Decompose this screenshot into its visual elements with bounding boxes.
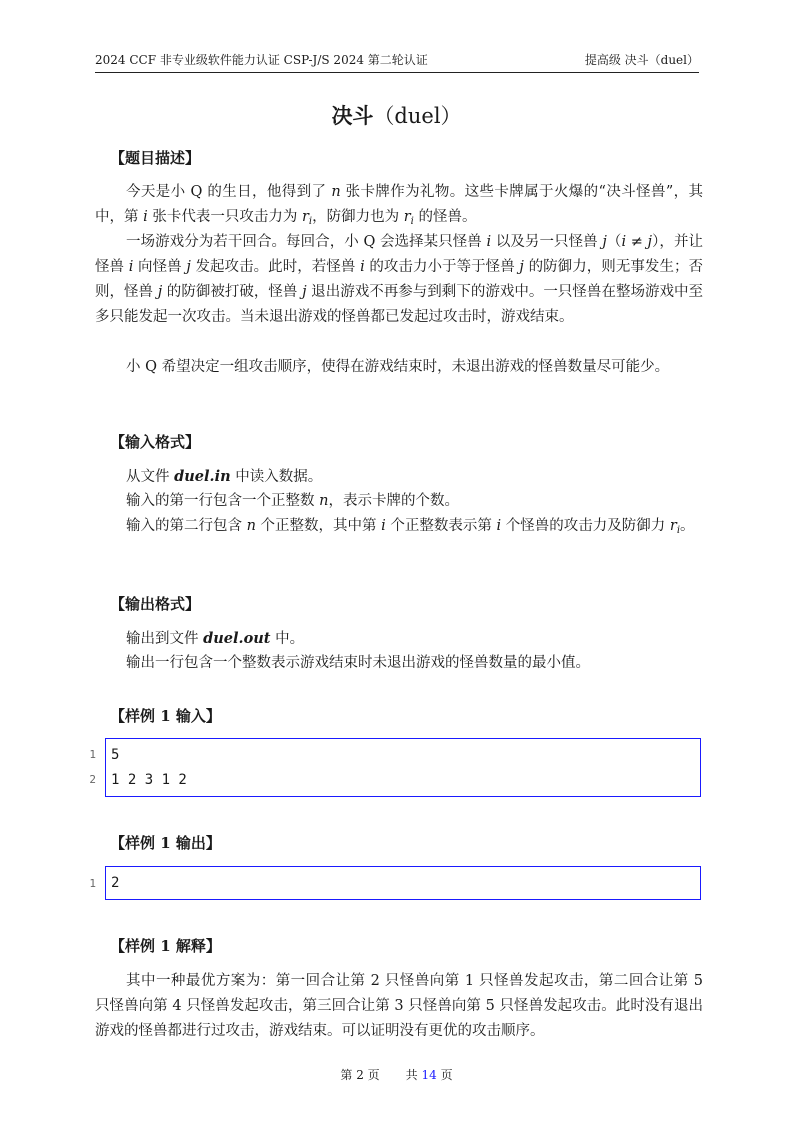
sample-output-line-1: 2	[111, 875, 120, 891]
output-paragraph-1: 输出到文件 duel.out 中。	[126, 630, 305, 647]
explanation-paragraph: 其中一种最优方案为：第一回合让第 2 只怪兽向第 1 只怪兽发起攻击，第二回合让第 5 只怪兽向第 4 只怪兽发起攻击，第三回合让第 3 只怪兽向第 5 只怪兽发起攻击。此时没有退出游戏的怪兽都进行过攻击，游戏结束。可以证明没有更优的攻击顺序。	[95, 973, 703, 1039]
input-paragraph-3: 输入的第二行包含 n 个正整数，其中第 i 个正整数表示第 i 个怪兽的攻击力及防御力 $r_i$。	[126, 518, 695, 536]
section-explanation-heading: 【样例 1 解释】	[110, 937, 221, 955]
section-sample-input-heading: 【样例 1 输入】	[110, 707, 221, 725]
section-sample-output-heading: 【样例 1 输出】	[110, 834, 221, 852]
sample-input-line-2: 1 2 3 1 2	[111, 772, 187, 788]
problem-title-main: 决斗	[331, 103, 374, 128]
section-output-heading: 【输出格式】	[110, 595, 201, 613]
sample-input-line-1: 5	[111, 747, 120, 763]
sample-input-code-box[interactable]	[105, 738, 701, 797]
output-filename: duel.out	[203, 630, 271, 647]
problem-title	[0, 101, 793, 131]
footer-page-number: 第 2 页	[340, 1068, 380, 1082]
sample-input-line-number-2: 2	[89, 773, 96, 786]
sample-output-line-number-1: 1	[89, 877, 96, 890]
header-contest-title: 2024 CCF 非专业级软件能力认证 CSP-J/S 2024 第二轮认证	[95, 53, 428, 67]
input-paragraph-1: 从文件 duel.in 中读入数据。	[126, 468, 323, 485]
sample-output-code-box[interactable]	[105, 866, 701, 900]
input-paragraph-2: 输入的第一行包含一个正整数 n，表示卡牌的个数。	[126, 493, 459, 509]
section-description-heading: 【题目描述】	[110, 149, 201, 167]
header-problem-name: 提高级 决斗（duel）	[584, 53, 699, 67]
footer-total-pages: 共 14 页	[405, 1068, 453, 1082]
problem-title-id: （duel）	[373, 104, 462, 128]
output-paragraph-2: 输出一行包含一个整数表示游戏结束时未退出游戏的怪兽数量的最小值。	[126, 655, 590, 671]
sample-input-line-number-1: 1	[89, 748, 96, 761]
input-filename: duel.in	[174, 468, 231, 485]
description-paragraph-1: 今天是小 Q 的生日，他得到了 n 张卡牌作为礼物。这些卡牌属于火爆的“决斗怪兽”，其中，第 i 张卡代表一只攻击力为 $r_i$，防御力也为 $r_i$ 的怪兽。	[95, 184, 703, 227]
section-input-heading: 【输入格式】	[110, 433, 201, 451]
footer-total-pages-link[interactable]: 14	[421, 1068, 437, 1082]
page-footer	[0, 1067, 793, 1083]
header-rule	[95, 72, 699, 73]
description-paragraph-2: 一场游戏分为若干回合。每回合，小 Q 会选择某只怪兽 i 以及另一只怪兽 j（i ≠ j），并让怪兽 i 向怪兽 j 发起攻击。此时，若怪兽 i 的攻击力小于等于怪兽 j 的防御力，则无事发生；否则，怪兽 j 的防御被打破，怪兽 j 退出游戏不再参与到剩下的游戏中。一只怪兽在整场游戏中至多只能发起一次攻击。当未退出游戏的怪兽都已发起过攻击时，游戏结束。	[95, 234, 704, 325]
description-paragraph-3: 小 Q 希望决定一组攻击顺序，使得在游戏结束时，未退出游戏的怪兽数量尽可能少。	[126, 359, 670, 375]
